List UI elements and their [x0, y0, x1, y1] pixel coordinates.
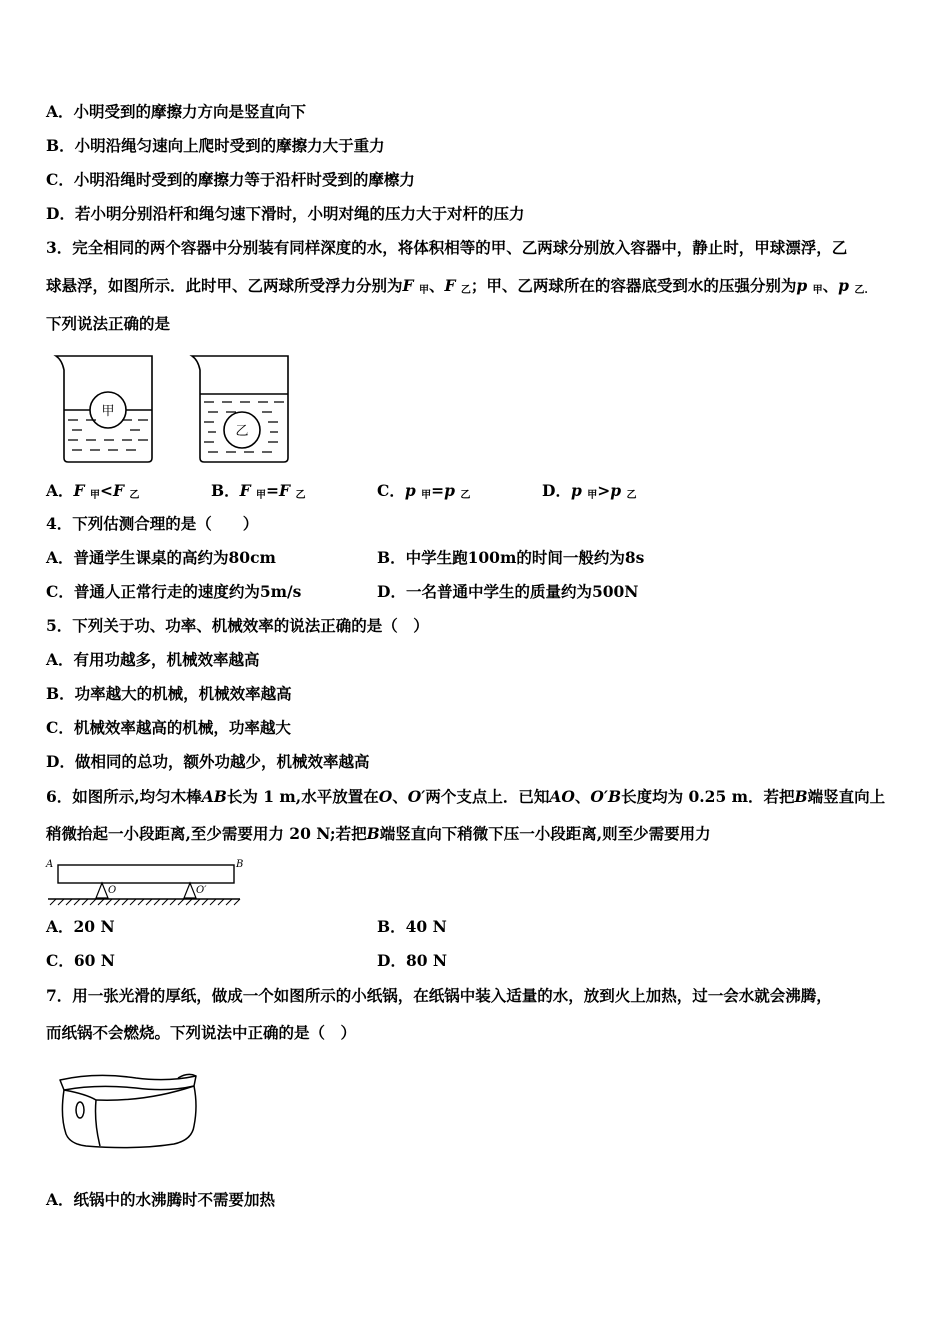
q4-option-c: C．普通人正常行走的速度约为5m/s [46, 582, 302, 601]
q7-stem-line2: 而纸锅不会燃烧。下列说法中正确的是（ ） [46, 1023, 357, 1042]
q6-option-c: C．60 N [46, 951, 115, 970]
lever-label-o: O [108, 885, 117, 896]
q6-stem-line2: 稍微抬起一小段距离,至少需要用力 20 N;若把B端竖直向下稍微下压一小段距离,则至少需要用力 [46, 824, 711, 843]
fig-label-jia: 甲 [101, 404, 115, 419]
q5-option-d: D．做相同的总功，额外功越少，机械效率越高 [46, 752, 370, 771]
q6-option-a: A．20 N [46, 917, 115, 936]
q5-option-c: C．机械效率越高的机械，功率越大 [46, 718, 291, 737]
q3-stem-line1: 3．完全相同的两个容器中分别装有同样深度的水，将体积相等的甲、乙两球分别放入容器中，静止时，甲球漂浮，乙 [46, 238, 848, 257]
q2-option-d: D．若小明分别沿杆和绳匀速下滑时，小明对绳的压力大于对杆的压力 [46, 204, 525, 223]
q2-option-b: B．小明沿绳匀速向上爬时受到的摩擦力大于重力 [46, 136, 385, 155]
q5-option-b: B．功率越大的机械，机械效率越高 [46, 684, 292, 703]
q3-option-c: C．p $_甲$=p $_乙$ [377, 481, 471, 501]
beakers-figure [46, 350, 306, 470]
fig-label-yi: 乙 [235, 424, 249, 439]
lever-figure [44, 856, 244, 908]
lever-label-b: B [236, 859, 244, 870]
lever-label-o-prime: O′ [196, 885, 207, 896]
q6-option-b: B．40 N [377, 917, 447, 936]
q5-option-a: A．有用功越多，机械效率越高 [46, 650, 260, 669]
paper-pot-figure [56, 1066, 206, 1150]
q4-stem: 4．下列估测合理的是（ ） [46, 514, 259, 533]
q7-option-a: A．纸锅中的水沸腾时不需要加热 [46, 1190, 276, 1209]
q3-stem-line2: 球悬浮，如图所示．此时甲、乙两球所受浮力分别为F $_甲$、F $_乙$；甲、乙两球所在的容器底受到水的压强分别为p $_甲$、p $_{乙.}$ [46, 276, 868, 296]
q3-option-b: B．F $_甲$=F $_乙$ [211, 481, 306, 501]
q6-stem-line1: 6．如图所示,均匀木棒AB长为 1 m,水平放置在O、O′两个支点上．已知AO、O′B长度均为 0.25 m．若把B端竖直向上 [46, 787, 886, 806]
q5-stem: 5．下列关于功、功率、机械效率的说法正确的是（ ） [46, 616, 429, 635]
q3-option-a: A．F $_甲$<F $_乙$ [46, 481, 140, 501]
q3-option-d: D．p $_甲$>p $_乙$ [542, 481, 637, 501]
q2-option-c: C．小明沿绳时受到的摩擦力等于沿杆时受到的摩檫力 [46, 170, 415, 189]
q2-option-a: A．小明受到的摩擦力方向是竖直向下 [46, 102, 307, 121]
q7-stem-line1: 7．用一张光滑的厚纸，做成一个如图所示的小纸锅，在纸锅中装入适量的水，放到火上加热，过一会水就会沸腾， [46, 986, 832, 1005]
q6-option-d: D．80 N [377, 951, 448, 970]
q4-option-a: A．普通学生课桌的高约为80cm [46, 548, 276, 567]
q4-option-d: D．一名普通中学生的质量约为500N [377, 582, 639, 601]
q4-option-b: B．中学生跑100m的时间一般约为8s [377, 548, 645, 567]
q3-stem-line3: 下列说法正确的是 [46, 314, 171, 333]
lever-label-a: A [46, 859, 54, 870]
